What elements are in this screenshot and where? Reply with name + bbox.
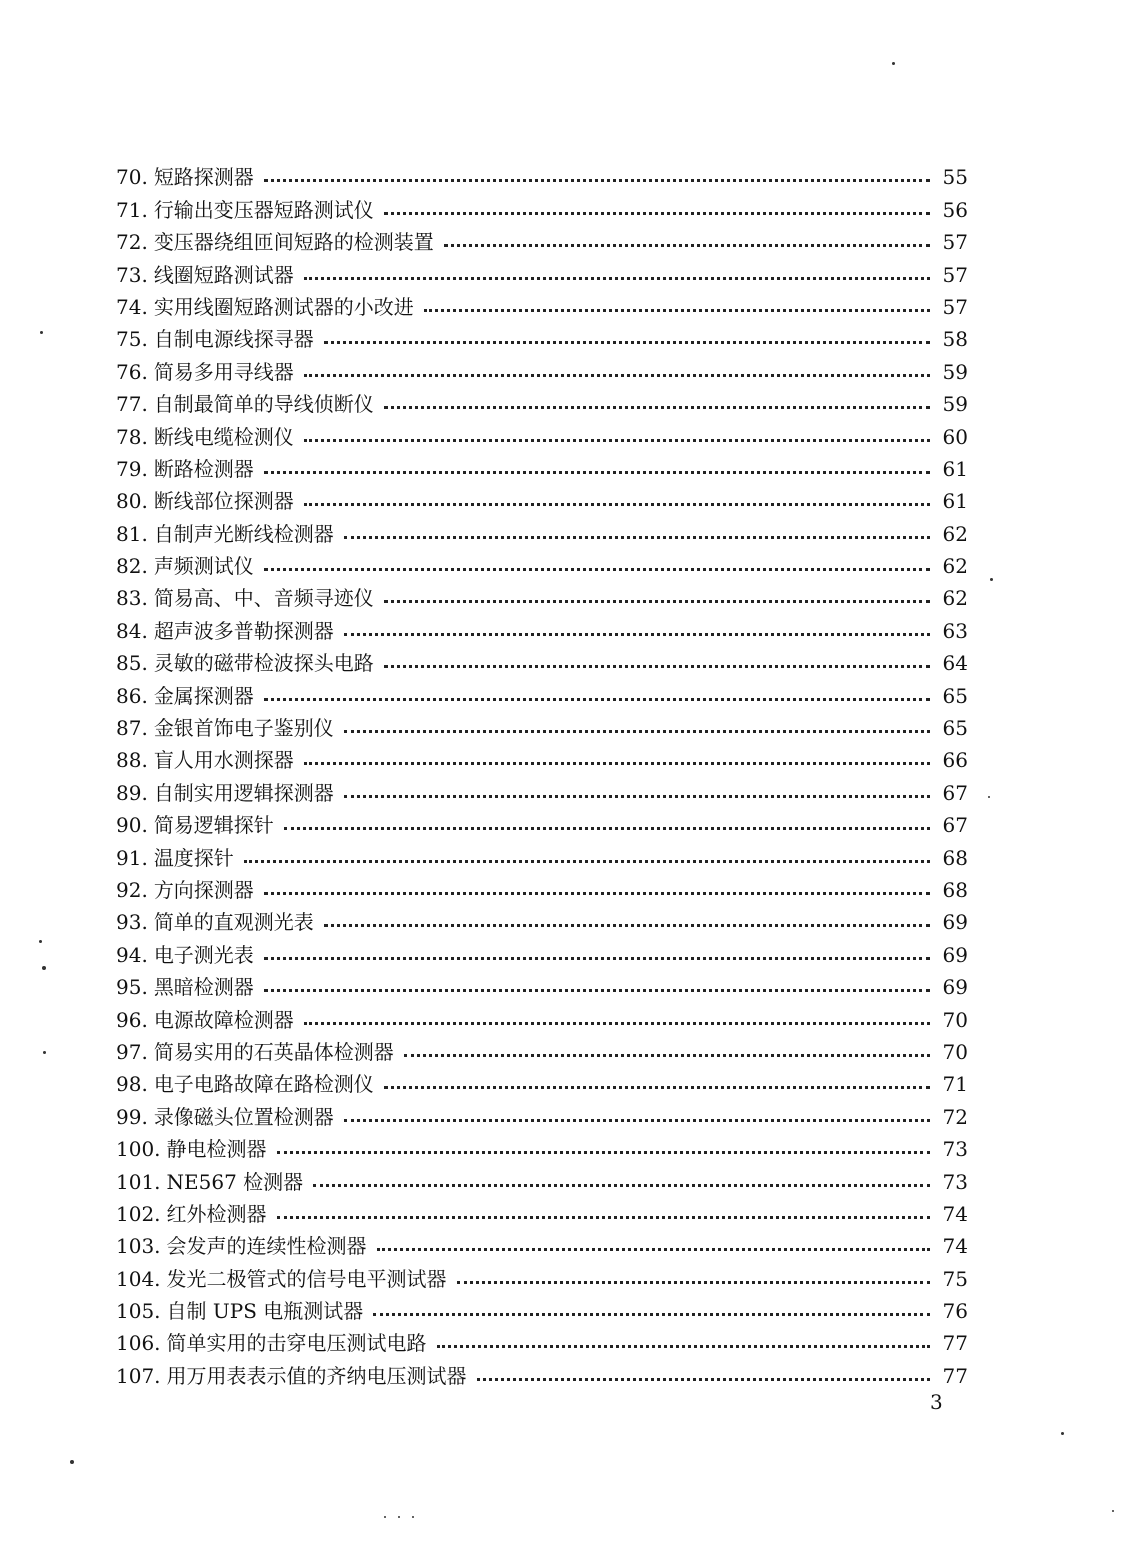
scan-speck bbox=[412, 1516, 414, 1518]
toc-entry bbox=[116, 675, 968, 707]
entry-page-number: 69 bbox=[942, 910, 968, 935]
toc-entry bbox=[116, 351, 968, 383]
entry-page-number: 60 bbox=[942, 424, 968, 449]
entry-page-number: 73 bbox=[942, 1137, 968, 1162]
toc-entry bbox=[116, 1355, 968, 1387]
entry-title: 发光二极管式的信号电平测试器 bbox=[166, 1266, 447, 1291]
toc-entry bbox=[116, 837, 968, 869]
scan-speck bbox=[988, 796, 990, 798]
entry-title: 静电检测器 bbox=[166, 1137, 267, 1162]
entry-number: 75. bbox=[116, 327, 148, 352]
entry-page-number: 74 bbox=[942, 1201, 968, 1226]
entry-page-number: 65 bbox=[942, 716, 968, 741]
entry-number: 74. bbox=[116, 294, 148, 319]
entry-title: 灵敏的磁带检波探头电路 bbox=[153, 651, 374, 676]
entry-title: 黑暗检测器 bbox=[153, 975, 254, 1000]
dot-leader bbox=[437, 1345, 930, 1348]
toc-entry bbox=[116, 967, 968, 999]
toc-entry bbox=[116, 157, 968, 189]
entry-page-number: 58 bbox=[942, 327, 968, 352]
dot-leader bbox=[264, 989, 930, 992]
entry-page-number: 77 bbox=[942, 1363, 968, 1388]
entry-number: 100. bbox=[116, 1137, 161, 1162]
toc-entry bbox=[116, 449, 968, 481]
entry-title: 电源故障检测器 bbox=[153, 1007, 294, 1032]
entry-title: 简单实用的击穿电压测试电路 bbox=[166, 1331, 427, 1356]
dot-leader bbox=[284, 827, 930, 830]
entry-number: 92. bbox=[116, 877, 148, 902]
toc-entry bbox=[116, 1291, 968, 1323]
entry-title: 线圈短路测试器 bbox=[153, 262, 294, 287]
dot-leader bbox=[344, 730, 930, 733]
dot-leader bbox=[264, 179, 930, 182]
entry-title: 电子测光表 bbox=[153, 942, 254, 967]
toc-entry bbox=[116, 1129, 968, 1161]
entry-title: 简易实用的石英晶体检测器 bbox=[153, 1039, 394, 1064]
entry-page-number: 71 bbox=[942, 1072, 968, 1097]
entry-title: 自制 UPS 电瓶测试器 bbox=[166, 1299, 364, 1324]
dot-leader bbox=[444, 244, 930, 247]
scan-speck bbox=[398, 1516, 400, 1518]
entry-title: 方向探测器 bbox=[153, 877, 254, 902]
dot-leader bbox=[457, 1281, 930, 1284]
dot-leader bbox=[264, 471, 930, 474]
entry-number: 85. bbox=[116, 651, 148, 676]
entry-page-number: 67 bbox=[942, 780, 968, 805]
toc-entry bbox=[116, 740, 968, 772]
dot-leader bbox=[384, 600, 930, 603]
toc-entry bbox=[116, 319, 968, 351]
entry-title: 录像磁头位置检测器 bbox=[153, 1104, 334, 1129]
toc-entry bbox=[116, 1323, 968, 1355]
entry-number: 101. bbox=[116, 1169, 161, 1194]
toc-entry bbox=[116, 1096, 968, 1128]
entry-number: 106. bbox=[116, 1331, 161, 1356]
entry-page-number: 61 bbox=[942, 489, 968, 514]
entry-page-number: 74 bbox=[942, 1234, 968, 1259]
entry-number: 78. bbox=[116, 424, 148, 449]
entry-number: 76. bbox=[116, 359, 148, 384]
toc-entry bbox=[116, 902, 968, 934]
entry-page-number: 57 bbox=[942, 262, 968, 287]
dot-leader bbox=[344, 1119, 930, 1122]
scan-speck bbox=[40, 331, 43, 334]
dot-leader bbox=[477, 1378, 930, 1381]
entry-number: 79. bbox=[116, 456, 148, 481]
toc-entry bbox=[116, 610, 968, 642]
dot-leader bbox=[344, 536, 930, 539]
entry-number: 71. bbox=[116, 197, 148, 222]
entry-page-number: 62 bbox=[942, 554, 968, 579]
entry-title: 自制声光断线检测器 bbox=[153, 521, 334, 546]
dot-leader bbox=[304, 503, 930, 506]
toc-entry bbox=[116, 772, 968, 804]
dot-leader bbox=[373, 1313, 930, 1316]
entry-page-number: 76 bbox=[942, 1299, 968, 1324]
entry-number: 70. bbox=[116, 165, 148, 190]
dot-leader bbox=[304, 762, 930, 765]
dot-leader bbox=[344, 795, 930, 798]
entry-number: 97. bbox=[116, 1039, 148, 1064]
dot-leader bbox=[384, 665, 930, 668]
scan-speck bbox=[990, 578, 993, 581]
entry-number: 83. bbox=[116, 586, 148, 611]
scan-speck bbox=[1112, 1510, 1114, 1512]
entry-number: 91. bbox=[116, 845, 148, 870]
dot-leader bbox=[424, 309, 930, 312]
entry-number: 94. bbox=[116, 942, 148, 967]
entry-title: 自制电源线探寻器 bbox=[153, 327, 314, 352]
entry-number: 80. bbox=[116, 489, 148, 514]
entry-page-number: 70 bbox=[942, 1039, 968, 1064]
entry-page-number: 63 bbox=[942, 618, 968, 643]
scan-speck bbox=[892, 62, 895, 65]
dot-leader bbox=[324, 924, 930, 927]
entry-page-number: 62 bbox=[942, 521, 968, 546]
entry-number: 99. bbox=[116, 1104, 148, 1129]
dot-leader bbox=[384, 406, 930, 409]
entry-page-number: 69 bbox=[942, 975, 968, 1000]
entry-page-number: 73 bbox=[942, 1169, 968, 1194]
toc-entry bbox=[116, 578, 968, 610]
dot-leader bbox=[384, 1086, 930, 1089]
entry-number: 72. bbox=[116, 230, 148, 255]
entry-title: 超声波多普勒探测器 bbox=[153, 618, 334, 643]
entry-number: 95. bbox=[116, 975, 148, 1000]
entry-page-number: 66 bbox=[942, 748, 968, 773]
entry-number: 87. bbox=[116, 716, 148, 741]
dot-leader bbox=[304, 439, 930, 442]
toc-entry bbox=[116, 999, 968, 1031]
entry-number: 102. bbox=[116, 1201, 161, 1226]
toc-entry bbox=[116, 870, 968, 902]
entry-title: 变压器绕组匝间短路的检测装置 bbox=[153, 230, 434, 255]
entry-page-number: 70 bbox=[942, 1007, 968, 1032]
scan-speck bbox=[70, 1460, 74, 1464]
entry-number: 105. bbox=[116, 1299, 161, 1324]
entry-number: 84. bbox=[116, 618, 148, 643]
scan-speck bbox=[1061, 1432, 1064, 1435]
dot-leader bbox=[264, 568, 930, 571]
dot-leader bbox=[304, 277, 930, 280]
scan-speck bbox=[43, 1051, 46, 1054]
entry-title: 简易高、中、音频寻迹仪 bbox=[153, 586, 374, 611]
entry-title: 金银首饰电子鉴别仪 bbox=[153, 716, 334, 741]
dot-leader bbox=[264, 698, 930, 701]
toc-entry bbox=[116, 1032, 968, 1064]
toc-entry bbox=[116, 1226, 968, 1258]
entry-page-number: 59 bbox=[942, 392, 968, 417]
toc-entry bbox=[116, 222, 968, 254]
entry-page-number: 62 bbox=[942, 586, 968, 611]
entry-page-number: 75 bbox=[942, 1266, 968, 1291]
toc-entry bbox=[116, 287, 968, 319]
dot-leader bbox=[277, 1216, 930, 1219]
entry-number: 73. bbox=[116, 262, 148, 287]
entry-number: 89. bbox=[116, 780, 148, 805]
dot-leader bbox=[324, 341, 930, 344]
dot-leader bbox=[277, 1151, 930, 1154]
entry-title: 简易逻辑探针 bbox=[153, 813, 274, 838]
scan-speck bbox=[384, 1516, 386, 1518]
entry-number: 104. bbox=[116, 1266, 161, 1291]
dot-leader bbox=[304, 1022, 930, 1025]
toc-entry bbox=[116, 416, 968, 448]
entry-title: 简单的直观测光表 bbox=[153, 910, 314, 935]
toc-entry bbox=[116, 805, 968, 837]
entry-page-number: 57 bbox=[942, 230, 968, 255]
entry-title: 自制实用逻辑探测器 bbox=[153, 780, 334, 805]
entry-number: 98. bbox=[116, 1072, 148, 1097]
page-number: 3 bbox=[930, 1390, 943, 1414]
entry-page-number: 55 bbox=[942, 165, 968, 190]
entry-number: 88. bbox=[116, 748, 148, 773]
entry-title: 电子电路故障在路检测仪 bbox=[153, 1072, 374, 1097]
dot-leader bbox=[404, 1054, 930, 1057]
toc-entry bbox=[116, 546, 968, 578]
entry-number: 82. bbox=[116, 554, 148, 579]
toc-entry bbox=[116, 481, 968, 513]
entry-title: 短路探测器 bbox=[153, 165, 254, 190]
entry-title: 温度探针 bbox=[153, 845, 234, 870]
scan-speck bbox=[42, 966, 46, 970]
entry-number: 96. bbox=[116, 1007, 148, 1032]
toc-entry bbox=[116, 643, 968, 675]
entry-page-number: 69 bbox=[942, 942, 968, 967]
toc-entry bbox=[116, 384, 968, 416]
toc-entry bbox=[116, 1258, 968, 1290]
toc-entry bbox=[116, 708, 968, 740]
entry-number: 81. bbox=[116, 521, 148, 546]
entry-page-number: 67 bbox=[942, 813, 968, 838]
scan-speck bbox=[39, 940, 42, 943]
entry-number: 107. bbox=[116, 1363, 161, 1388]
entry-page-number: 64 bbox=[942, 651, 968, 676]
entry-title: 简易多用寻线器 bbox=[153, 359, 294, 384]
entry-title: 金属探测器 bbox=[153, 683, 254, 708]
entry-title: 自制最简单的导线侦断仪 bbox=[153, 392, 374, 417]
toc-entry bbox=[116, 189, 968, 221]
dot-leader bbox=[377, 1248, 930, 1251]
entry-title: 盲人用水测探器 bbox=[153, 748, 294, 773]
entry-number: 90. bbox=[116, 813, 148, 838]
entry-title: 断线部位探测器 bbox=[153, 489, 294, 514]
dot-leader bbox=[313, 1184, 930, 1187]
table-of-contents bbox=[116, 157, 968, 1388]
dot-leader bbox=[384, 212, 930, 215]
entry-page-number: 68 bbox=[942, 877, 968, 902]
entry-title: 会发声的连续性检测器 bbox=[166, 1234, 367, 1259]
entry-page-number: 59 bbox=[942, 359, 968, 384]
entry-page-number: 72 bbox=[942, 1104, 968, 1129]
entry-page-number: 77 bbox=[942, 1331, 968, 1356]
dot-leader bbox=[344, 633, 930, 636]
toc-entry bbox=[116, 934, 968, 966]
entry-title: 断路检测器 bbox=[153, 456, 254, 481]
toc-entry bbox=[116, 1194, 968, 1226]
entry-number: 77. bbox=[116, 392, 148, 417]
entry-number: 103. bbox=[116, 1234, 161, 1259]
dot-leader bbox=[304, 374, 930, 377]
dot-leader bbox=[244, 860, 930, 863]
entry-title: 断线电缆检测仪 bbox=[153, 424, 294, 449]
entry-page-number: 56 bbox=[942, 197, 968, 222]
entry-title: NE567 检测器 bbox=[166, 1169, 304, 1194]
dot-leader bbox=[264, 892, 930, 895]
toc-entry bbox=[116, 1161, 968, 1193]
entry-title: 红外检测器 bbox=[166, 1201, 267, 1226]
entry-number: 86. bbox=[116, 683, 148, 708]
toc-entry bbox=[116, 1064, 968, 1096]
entry-title: 行输出变压器短路测试仪 bbox=[153, 197, 374, 222]
entry-page-number: 61 bbox=[942, 456, 968, 481]
dot-leader bbox=[264, 957, 930, 960]
entry-number: 93. bbox=[116, 910, 148, 935]
entry-page-number: 57 bbox=[942, 294, 968, 319]
entry-title: 用万用表表示值的齐纳电压测试器 bbox=[166, 1363, 467, 1388]
entry-title: 实用线圈短路测试器的小改进 bbox=[153, 294, 414, 319]
entry-page-number: 68 bbox=[942, 845, 968, 870]
toc-entry bbox=[116, 513, 968, 545]
entry-page-number: 65 bbox=[942, 683, 968, 708]
toc-entry bbox=[116, 254, 968, 286]
entry-title: 声频测试仪 bbox=[153, 554, 254, 579]
